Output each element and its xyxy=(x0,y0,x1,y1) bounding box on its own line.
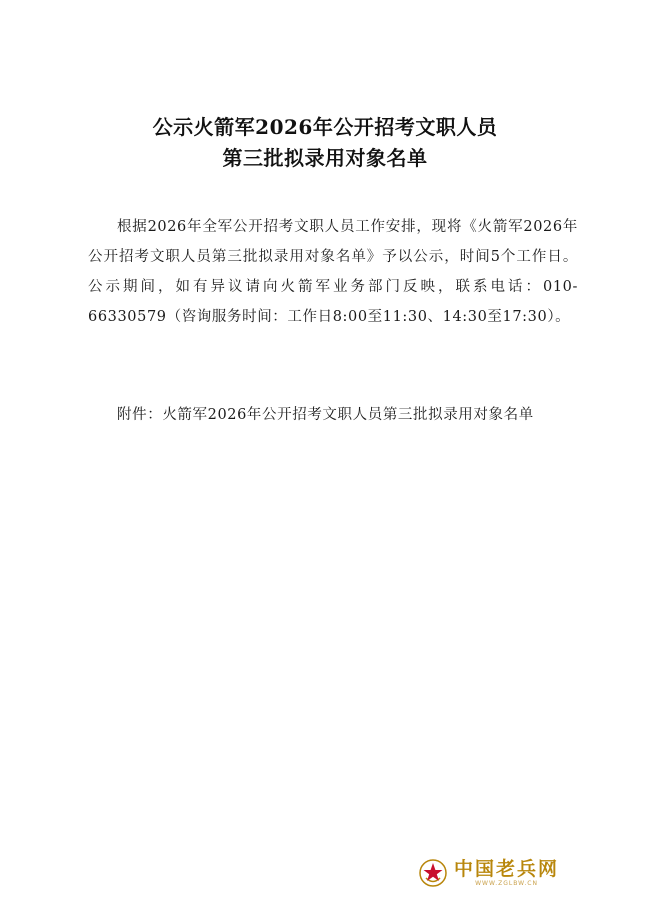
document-title xyxy=(0,112,650,174)
watermark-url: WWW.ZGLBW.CN xyxy=(475,880,538,887)
attachment-line xyxy=(117,400,582,430)
title-line-2: 第三批拟录用对象名单 xyxy=(222,146,428,170)
title-line-1: 公示火箭军2026年公开招考文职人员 xyxy=(152,115,498,139)
body-paragraph: 根据2026年全军公开招考文职人员工作安排，现将《火箭军2026年公开招考文职人员第三批拟录用对象名单》予以公示，时间5个工作日。公示期间，如有异议请向火箭军业务部门反映，联系电话：010-66330579（咨询服务时间：工作日8:00至11:30、14:30至17:30）。 xyxy=(88,219,578,325)
document-body xyxy=(88,212,578,332)
site-watermark xyxy=(418,858,559,888)
watermark-name: 中国老兵网 xyxy=(454,858,560,880)
attachment-value: 火箭军2026年公开招考文职人员第三批拟录用对象名单 xyxy=(162,407,534,423)
star-emblem-icon xyxy=(418,858,448,888)
attachment-label: 附件： xyxy=(117,407,163,423)
